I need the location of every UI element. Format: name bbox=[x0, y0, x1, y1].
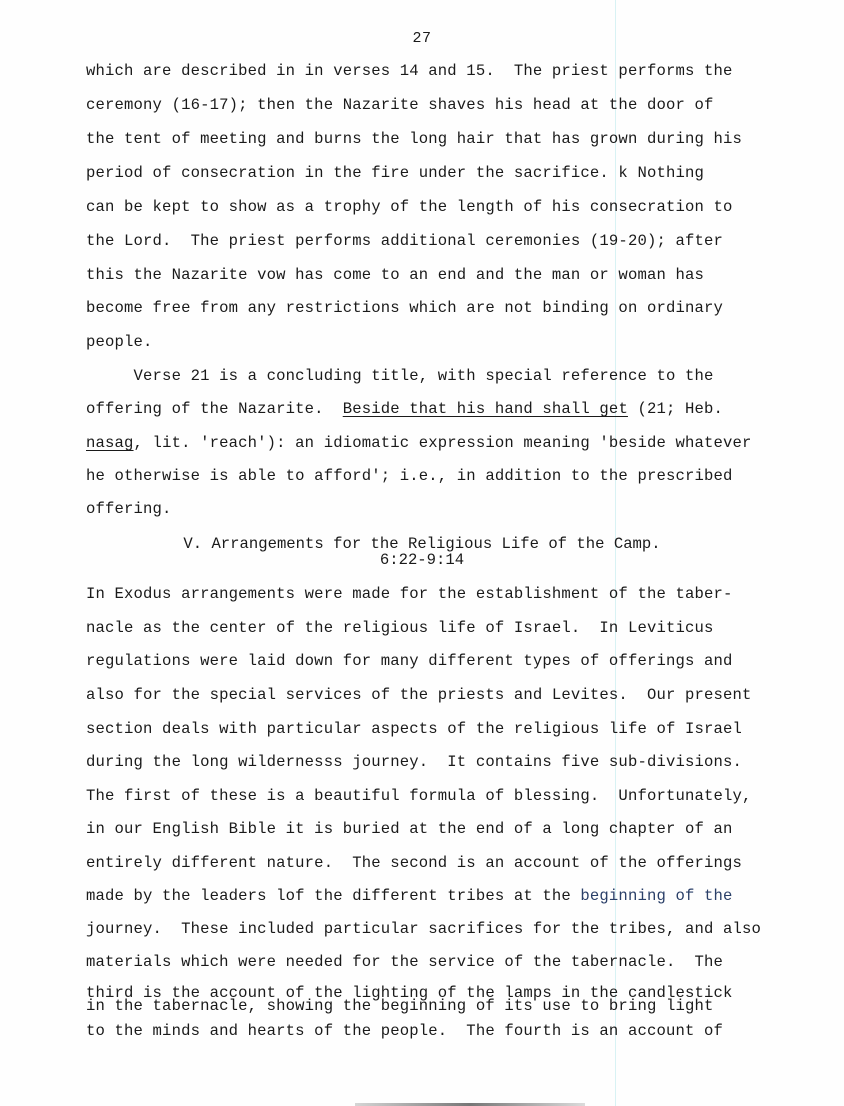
text-line: The first of these is a beautiful formula of blessing. Unfortunately, bbox=[86, 787, 752, 805]
text-line: this the Nazarite vow has come to an end and the man or woman has bbox=[86, 266, 705, 284]
text-line: during the long wildernesss journey. It contains five sub-divisions. bbox=[86, 753, 743, 771]
text-line: the Lord. The priest performs additional ceremonies (19-20); after bbox=[86, 232, 724, 250]
text-line: Verse 21 is a concluding title, with special reference to the bbox=[86, 367, 714, 385]
text-line: nacle as the center of the religious life of Israel. In Leviticus bbox=[86, 619, 714, 637]
text-line: ceremony (16-17); then the Nazarite shaves his head at the door of bbox=[86, 96, 714, 114]
text-line: regulations were laid down for many different types of offerings and bbox=[86, 652, 733, 670]
text-line: period of consecration in the fire under the sacrifice. k Nothing bbox=[86, 164, 705, 182]
text-line: offering. bbox=[86, 500, 172, 518]
text-line: people. bbox=[86, 333, 153, 351]
text-span: , lit. 'reach'): an idiomatic expression meaning 'beside whatever bbox=[133, 434, 752, 452]
underlined-word: nasag bbox=[86, 434, 134, 452]
text-line bbox=[86, 434, 752, 452]
section-heading-reference: 6:22-9:14 bbox=[379, 551, 465, 569]
text-span: made by the leaders lof the different tribes at the bbox=[86, 887, 581, 905]
text-line: to the minds and hearts of the people. The fourth is an account of bbox=[86, 1022, 724, 1040]
text-line: in the tabernacle, showing the beginning of its use to bring light bbox=[86, 997, 714, 1015]
text-line: materials which were needed for the service of the tabernacle. The bbox=[86, 953, 724, 971]
text-line: he otherwise is able to afford'; i.e., in addition to the prescribed bbox=[86, 467, 733, 485]
text-line bbox=[86, 887, 733, 905]
text-line: In Exodus arrangements were made for the establishment of the taber- bbox=[86, 585, 733, 603]
text-span: offering of the Nazarite. bbox=[86, 400, 343, 418]
page-number: 27 bbox=[412, 30, 432, 47]
text-line: journey. These included particular sacrifices for the tribes, and also bbox=[86, 920, 762, 938]
text-line: in our English Bible it is buried at the end of a long chapter of an bbox=[86, 820, 733, 838]
text-line: become free from any restrictions which are not binding on ordinary bbox=[86, 299, 724, 317]
text-line: the tent of meeting and burns the long hair that has grown during his bbox=[86, 130, 743, 148]
text-line: can be kept to show as a trophy of the length of his consecration to bbox=[86, 198, 733, 216]
text-line: section deals with particular aspects of the religious life of Israel bbox=[86, 720, 743, 738]
text-line: also for the special services of the priests and Levites. Our present bbox=[86, 686, 752, 704]
blue-ink-span: beginning of the bbox=[580, 887, 733, 905]
text-line bbox=[86, 400, 723, 418]
underlined-phrase: Beside that his hand shall get bbox=[342, 400, 628, 418]
text-line: third is the account of the lighting of the lamps in the candlestick bbox=[86, 984, 733, 1002]
section-heading-title: V. Arrangements for the Religious Life of the Camp. bbox=[183, 535, 661, 553]
text-line: which are described in in verses 14 and 15. The priest performs the bbox=[86, 62, 733, 80]
text-line: entirely different nature. The second is an account of the offerings bbox=[86, 854, 743, 872]
text-span: (21; Heb. bbox=[627, 400, 724, 418]
